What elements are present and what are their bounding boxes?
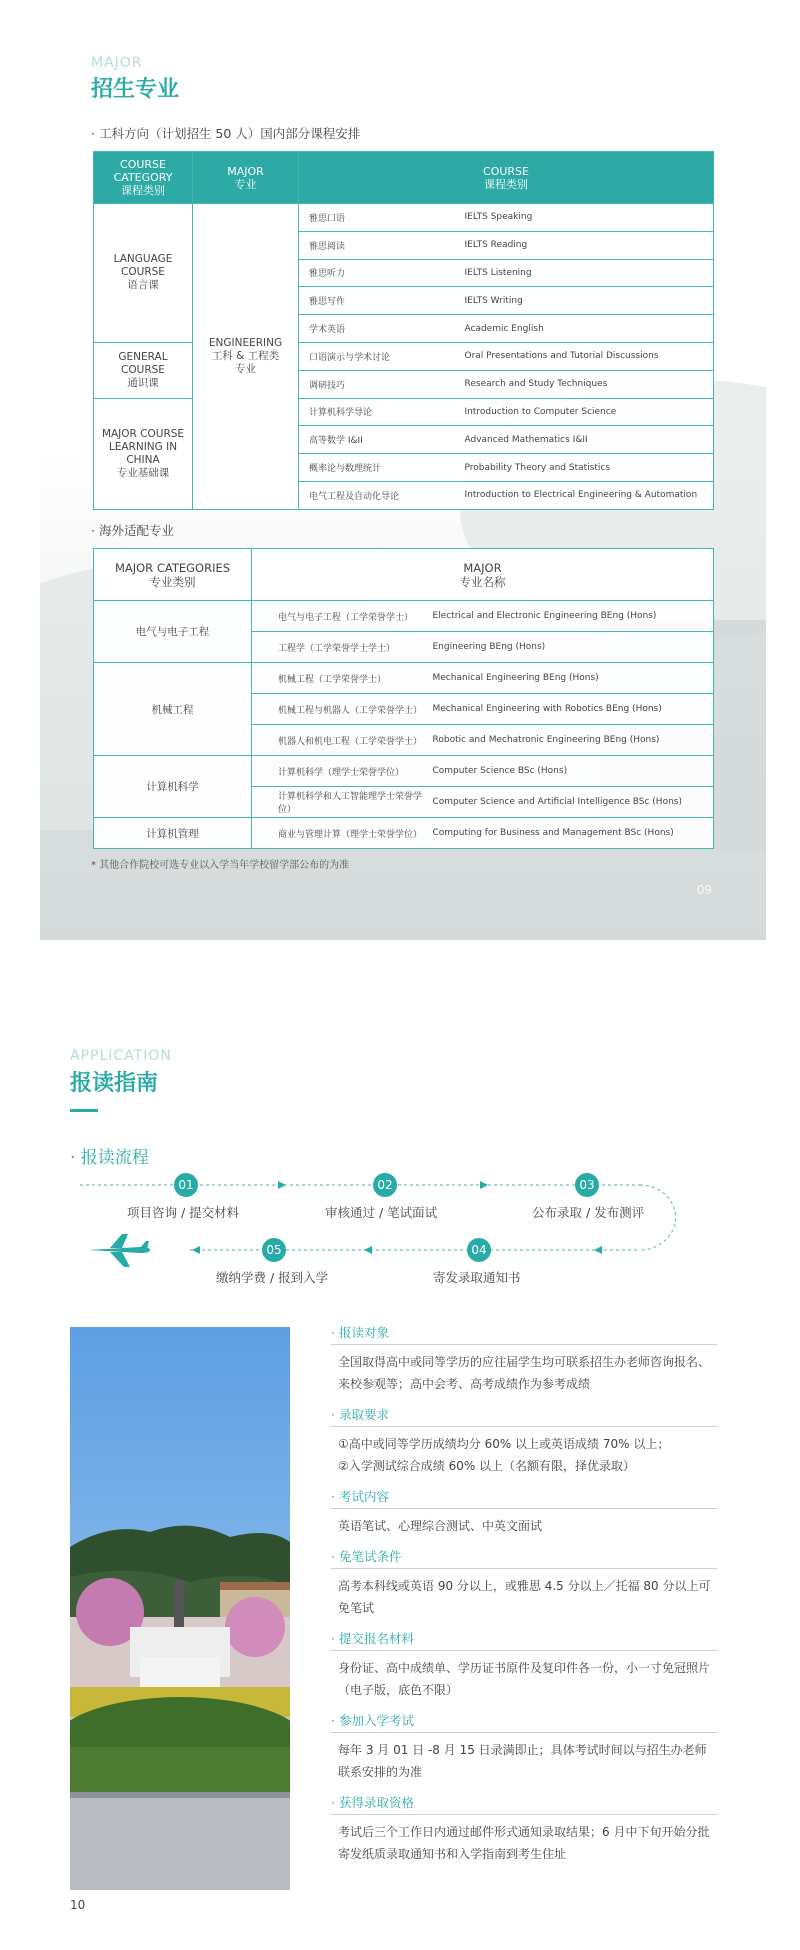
course-en: Advanced Mathematics I&II [459,426,714,454]
section-eyebrow: APPLICATION [70,1048,172,1064]
major-en: Engineering BEng (Hons) [427,632,714,663]
step-02-badge: 02 [373,1173,397,1197]
page-number: 09 [696,883,712,897]
arrow-left-icon [364,1246,372,1254]
overseas-major-table [93,548,714,849]
course-en: Oral Presentations and Tutorial Discussions [459,342,714,370]
req-body: 每年 3 月 01 日 -8 月 15 日录满即止；具体考试时间以与招生办老师联系安排的为准 [338,1743,707,1779]
major-engineering: ENGINEERING 工科 & 工程类 专业 [193,204,299,510]
step-01-badge: 01 [174,1173,198,1197]
course-cn: 口语演示与学术讨论 [299,342,459,370]
major-cn: 计算机科学（理学士荣誉学位） [252,756,427,787]
req-title: · 免笔试条件 [331,1547,717,1569]
airplane-icon [88,1234,150,1267]
category-major-course: MAJOR COURSE LEARNING IN CHINA 专业基础课 [94,398,193,509]
section-eyebrow: MAJOR [91,55,143,71]
major-cn: 机器人和机电工程（工学荣誉学士） [252,725,427,756]
course-cn: 雅思口语 [299,204,459,232]
course-en: Introduction to Electrical Engineering & Automation [459,481,714,509]
step-03-badge: 03 [575,1173,599,1197]
req-body: 高考本科线或英语 90 分以上，或雅思 4.5 分以上／托福 80 分以上可免笔试 [338,1579,711,1615]
table1-heading: · 工科方向（计划招生 50 人）国内部分课程安排 [91,126,361,141]
course-en: IELTS Listening [459,259,714,287]
course-cn: 概率论与数理统计 [299,454,459,482]
step-04-label: 寄发录取通知书 [433,1270,521,1285]
req-body: 考试后三个工作日内通过邮件形式通知录取结果；6 月中下旬开始分批寄发纸质录取通知书和入学指南到考生住址 [338,1825,710,1861]
arrow-right-icon [278,1181,286,1189]
table-row [94,342,714,370]
req-title: · 提交报名材料 [331,1629,717,1651]
req-title: · 报读对象 [331,1323,717,1345]
course-en: IELTS Reading [459,231,714,259]
arrow-left-icon [594,1246,602,1254]
step-04-badge: 04 [467,1238,491,1262]
header-course-category: COURSE CATEGORY 课程类别 [94,152,193,204]
header-major: MAJOR 专业 [193,152,299,204]
process-flow-lines [0,1000,800,1320]
req-admission [331,1405,717,1477]
course-en: IELTS Speaking [459,204,714,232]
arrow-right-icon [480,1181,488,1189]
course-cn: 学术英语 [299,315,459,343]
header-major-name: MAJOR 专业名称 [252,549,714,601]
req-eligibility [331,1323,717,1395]
step-01-label: 项目咨询 / 提交材料 [127,1205,240,1220]
course-cn: 雅思阅读 [299,231,459,259]
major-cn: 机械工程与机器人（工学荣誉学士） [252,694,427,725]
category-general: GENERAL COURSE 通识课 [94,342,193,398]
major-cn: 电气与电子工程（工学荣誉学士） [252,601,427,632]
req-body: ①高中或同等学历成绩均分 60% 以上或英语成绩 70% 以上； [338,1437,670,1451]
table-header-row [94,549,714,601]
course-cn: 雅思写作 [299,287,459,315]
table-row [94,818,714,849]
step-02-label: 审核通过 / 笔试面试 [325,1205,438,1220]
major-cn: 计算机科学和人工智能理学士荣誉学位） [252,787,427,818]
req-body: 身份证、高中成绩单、学历证书原件及复印件各一份，小一寸免冠照片（电子版，底色不限） [338,1661,711,1697]
course-cn: 电气工程及自动化导论 [299,481,459,509]
major-category: 计算机管理 [94,818,252,849]
table-row [94,756,714,787]
campus-photo [70,1327,290,1890]
req-body: ②入学测试综合成绩 60% 以上（名额有限，择优录取） [338,1459,636,1473]
footnote: * 其他合作院校可选专业以入学当年学校留学部公布的为准 [91,860,350,871]
table-row [94,398,714,426]
course-en: Academic English [459,315,714,343]
req-body: 英语笔试、心理综合测试、中英文面试 [338,1519,543,1533]
section-title: 报读指南 [70,1071,159,1096]
application-requirements [331,1323,717,1875]
major-en: Computer Science BSc (Hons) [427,756,714,787]
major-en: Computing for Business and Management BSc (Hons) [427,818,714,849]
req-exam-content [331,1487,717,1537]
major-en: Mechanical Engineering BEng (Hons) [427,663,714,694]
course-en: Probability Theory and Statistics [459,454,714,482]
req-body: 全国取得高中或同等学历的应往届学生均可联系招生办老师咨询报名、来校参观等；高中会考、高考成绩作为参考成绩 [338,1355,711,1391]
step-05-label: 缴纳学费 / 报到入学 [216,1270,329,1285]
course-cn: 雅思听力 [299,259,459,287]
req-title: · 考试内容 [331,1487,717,1509]
table-header-row [94,152,714,204]
page-number: 10 [70,1898,86,1912]
req-exemption [331,1547,717,1619]
course-cn: 调研技巧 [299,370,459,398]
campus-scene-image [70,1327,290,1890]
major-en: Mechanical Engineering with Robotics BEng (Hons) [427,694,714,725]
course-en: Introduction to Computer Science [459,398,714,426]
major-category: 机械工程 [94,663,252,756]
major-cn: 工程学（工学荣誉学士学士） [252,632,427,663]
arrow-left-icon [192,1246,200,1254]
step-03-label: 公布录取 / 发布测评 [532,1205,645,1220]
req-offer [331,1793,717,1865]
application-page [0,1000,800,1950]
table-row [94,663,714,694]
major-cn: 机械工程（工学荣誉学士） [252,663,427,694]
section-title: 招生专业 [91,77,180,102]
header-course: COURSE 课程类别 [299,152,714,204]
major-page [40,0,766,940]
domestic-course-table [93,151,714,510]
req-entrance-exam [331,1711,717,1783]
category-language: LANGUAGE COURSE 语言课 [94,204,193,343]
major-en: Robotic and Mechatronic Engineering BEng (Hons) [427,725,714,756]
major-en: Electrical and Electronic Engineering BEng (Hons) [427,601,714,632]
header-major-categories: MAJOR CATEGORIES 专业类别 [94,549,252,601]
step-05-badge: 05 [262,1238,286,1262]
table-row [94,204,714,232]
major-category: 电气与电子工程 [94,601,252,663]
req-title: · 录取要求 [331,1405,717,1427]
table2-heading: · 海外适配专业 [91,523,174,538]
req-materials [331,1629,717,1701]
course-en: Research and Study Techniques [459,370,714,398]
major-en: Computer Science and Artificial Intelligence BSc (Hons) [427,787,714,818]
req-title: · 参加入学考试 [331,1711,717,1733]
course-cn: 高等数学 I&II [299,426,459,454]
course-cn: 计算机科学导论 [299,398,459,426]
major-cn: 商业与管理计算（理学士荣誉学位） [252,818,427,849]
process-heading: · 报读流程 [70,1148,149,1168]
table-row [94,601,714,632]
course-en: IELTS Writing [459,287,714,315]
major-category: 计算机科学 [94,756,252,818]
req-title: · 获得录取资格 [331,1793,717,1815]
